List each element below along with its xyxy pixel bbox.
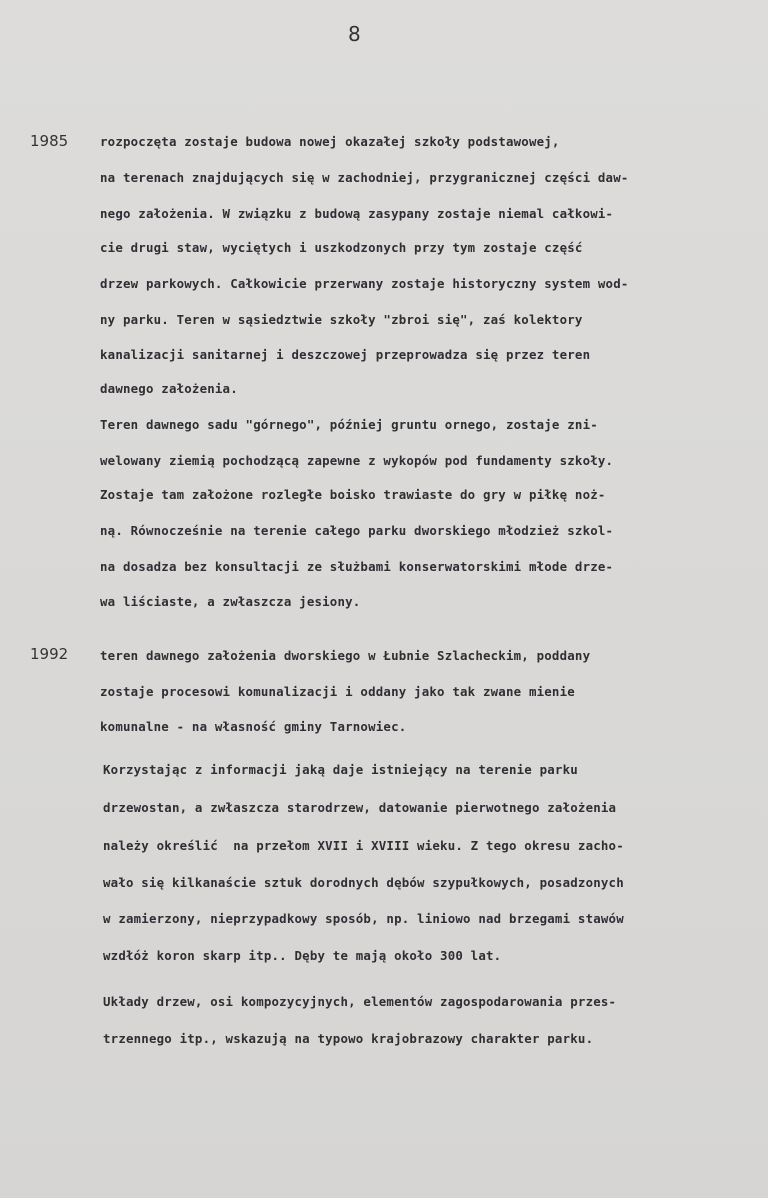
text-line: wało się kilkanaście sztuk dorodnych dębów szypułkowych, posadzonych [103,875,624,890]
text-line: dawnego założenia. [100,381,238,396]
text-line: Zostaje tam założone rozległe boisko trawiaste do gry w piłkę noż- [100,487,606,502]
year-1985: 1985 [30,132,69,150]
text-line: drzewostan, a zwłaszcza starodrzew, datowanie pierwotnego założenia [103,800,617,815]
text-line: nego założenia. W związku z budową zasypany zostaje niemal całkowi- [100,206,614,221]
text-line: Teren dawnego sadu "górnego", później gruntu ornego, zostaje zni- [100,417,598,432]
text-line: w zamierzony, nieprzypadkowy sposób, np. liniowo nad brzegami stawów [103,911,624,926]
text-line: kanalizacji sanitarnej i deszczowej przeprowadza się przez teren [100,347,591,362]
text-line: rozpoczęta zostaje budowa nowej okazałej szkoły podstawowej, [100,134,560,149]
text-line: welowany ziemią pochodzącą zapewne z wykopów pod fundamenty szkoły. [100,453,614,468]
text-line: ną. Równocześnie na terenie całego parku dworskiego młodzież szkol- [100,523,614,538]
text-line: na terenach znajdujących się w zachodniej, przygranicznej części daw- [100,170,629,185]
text-line: Układy drzew, osi kompozycyjnych, elementów zagospodarowania przes- [103,994,617,1009]
text-line: teren dawnego założenia dworskiego w Łubnie Szlacheckim, poddany [100,648,591,663]
text-line: Korzystając z informacji jaką daje istniejący na terenie parku [103,762,578,777]
text-line: drzew parkowych. Całkowicie przerwany zostaje historyczny system wod- [100,276,629,291]
text-line: ny parku. Teren w sąsiedztwie szkoły "zbroi się", zaś kolektory [100,312,583,327]
text-line: komunalne - na własność gminy Tarnowiec. [100,719,407,734]
text-line: należy określić na przełom XVII i XVIII wieku. Z tego okresu zacho- [103,838,624,853]
text-line: cie drugi staw, wyciętych i uszkodzonych przy tym zostaje część [100,240,583,255]
text-line: na dosadza bez konsultacji ze służbami konserwatorskimi młode drze- [100,559,614,574]
year-1992: 1992 [30,645,69,663]
text-line: wzdłóż koron skarp itp.. Dęby te mają około 300 lat. [103,948,502,963]
text-line: wa liściaste, a zwłaszcza jesiony. [100,594,361,609]
text-line: zostaje procesowi komunalizacji i oddany jako tak zwane mienie [100,684,575,699]
text-line: trzennego itp., wskazują na typowo krajobrazowy charakter parku. [103,1031,594,1046]
page-number: 8 [348,22,361,46]
